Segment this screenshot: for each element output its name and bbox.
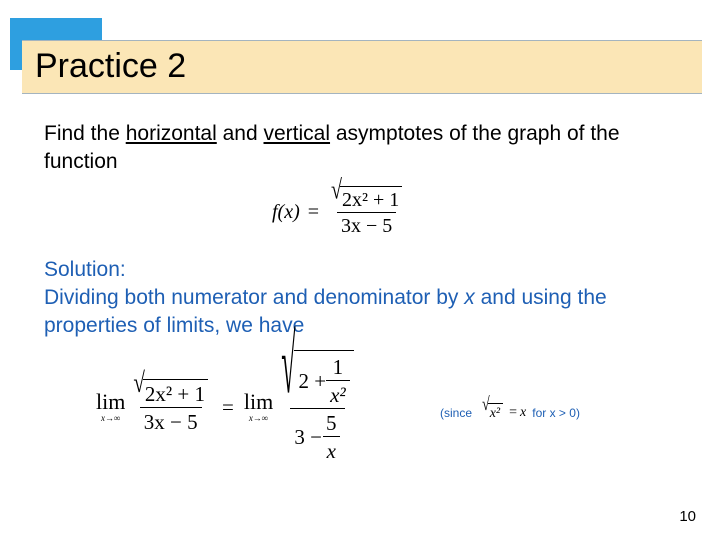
big-radical <box>277 318 358 412</box>
equals-sign: = <box>222 394 234 419</box>
radical-sign-icon: √ <box>281 318 296 412</box>
solution-text-b: and using the properties of limits, we have <box>44 286 607 337</box>
inner-denominator: x² <box>326 380 350 408</box>
intro-text-a: Find the <box>44 122 126 145</box>
since-note <box>440 395 580 422</box>
lim-word: lim <box>96 389 126 414</box>
lim-subscript: x→∞ <box>100 413 121 423</box>
note-open: (since <box>440 405 473 420</box>
note-tail: for x > 0) <box>532 405 580 420</box>
page-number: 10 <box>679 508 696 525</box>
intro-paragraph <box>44 120 684 176</box>
note-radicand: x² <box>488 403 503 422</box>
solution-label: Solution: <box>44 258 126 281</box>
inner-term-a: 2 + <box>298 369 327 393</box>
limit-left-fraction <box>129 366 212 435</box>
right-denominator <box>290 408 344 464</box>
function-fraction <box>327 175 406 238</box>
solution-text-a: Dividing both numerator and denominator by <box>44 286 465 309</box>
underlined-horizontal: horizontal <box>125 122 217 145</box>
radical-sign-icon: √ <box>482 395 490 416</box>
solution-paragraph <box>44 284 684 340</box>
radical-sign-icon: √ <box>133 366 145 399</box>
lim-word: lim <box>243 389 274 414</box>
inner-numerator: 1 <box>332 355 344 379</box>
denominator-term-a: 3 − <box>294 425 322 449</box>
function-lhs: f(x) <box>272 200 300 223</box>
radical-sign-icon: √ <box>331 175 343 206</box>
equals-sign: = <box>307 200 320 223</box>
inner-fraction <box>326 355 350 408</box>
limit-left <box>96 391 125 423</box>
intro-text-c: asymptotes of the graph of the function <box>44 122 620 173</box>
denominator-fraction-denominator: x <box>323 436 340 464</box>
lim-subscript: x→∞ <box>248 413 269 423</box>
left-numerator-radicand: 2x² + 1 <box>143 379 208 407</box>
note-root <box>482 395 503 422</box>
denominator-fraction-numerator: 5 <box>326 411 337 435</box>
numerator-radicand: 2x² + 1 <box>340 186 402 212</box>
function-formula <box>272 175 406 238</box>
left-numerator-root <box>129 366 212 407</box>
limit-right <box>244 391 273 423</box>
left-denominator: 3x − 5 <box>140 407 202 435</box>
big-radicand <box>294 350 353 408</box>
slide-title: Practice 2 <box>35 47 187 85</box>
solution-variable: x <box>464 286 475 309</box>
underlined-vertical: vertical <box>263 122 331 145</box>
function-denominator: 3x − 5 <box>337 212 396 238</box>
denominator-fraction <box>322 411 341 464</box>
limit-right-fraction <box>277 318 358 464</box>
numerator-root <box>327 175 406 212</box>
intro-text-b: and <box>216 122 264 145</box>
note-x: x <box>520 404 527 420</box>
limit-equation <box>96 318 358 464</box>
note-equals: = <box>509 404 518 420</box>
